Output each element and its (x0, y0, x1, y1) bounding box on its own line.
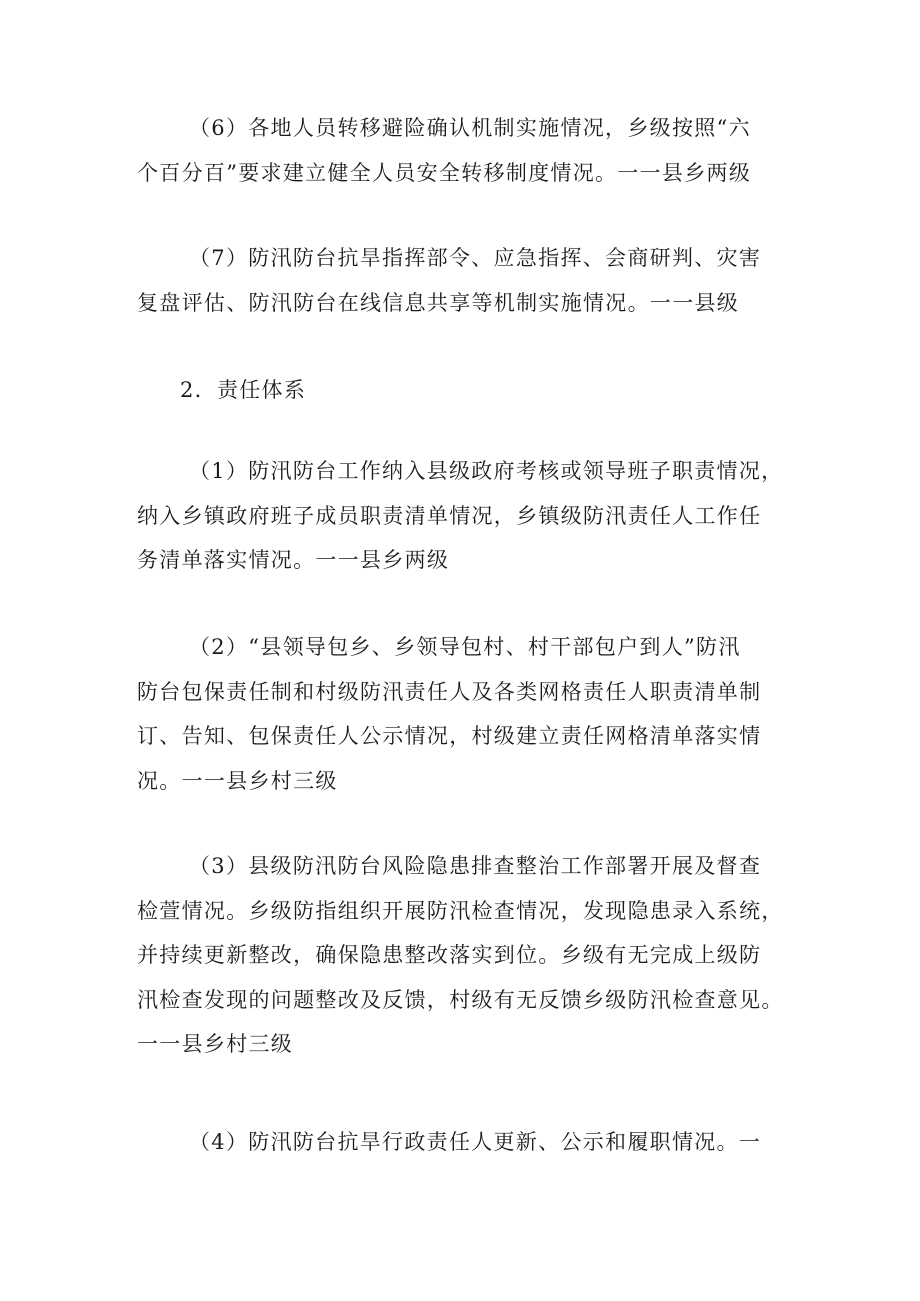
text-line: 汛检查发现的问题整改及反馈，村级有无反馈乡级防汛检查意见。 (137, 987, 784, 1012)
text-line: 防台包保责任制和村级防汛责任人及各类网格责任人职责清单制 (137, 679, 762, 704)
section-heading: 2．责任体系 (180, 378, 307, 402)
text-line: 检萱情况。乡级防指组织开展防汛检查情况，发现隐患录入系统， (137, 898, 784, 923)
paragraph-item-3 (137, 844, 793, 1067)
text-line: （2）“县领导包乡、乡领导包村、村干部包户到人”防汛 (189, 635, 741, 659)
text-line: 并持续更新整改，确保隐患整改落实到位。乡级有无完成上级防 (137, 943, 762, 967)
paragraph-item-6 (137, 106, 793, 195)
text-line: 一一县乡村三级 (137, 1032, 294, 1056)
paragraph-item-2 (137, 625, 793, 803)
paragraph-item-7 (137, 236, 793, 325)
text-line: 务清单落实情况。一一县乡两级 (137, 548, 450, 572)
text-line: 纳入乡镇政府班子成员职责清单情况，乡镇级防汛责任人工作任 (137, 503, 762, 528)
text-line: 复盘评估、防汛防台在线信息共享等机制实施情况。一一县级 (137, 290, 740, 315)
text-line: 个百分百”要求建立健全人员安全转移制度情况。一一县乡两级 (137, 160, 752, 185)
text-line: （6）各地人员转移避险确认机制实施情况，乡级按照“六 (189, 116, 751, 140)
text-line: （1）防汛防台工作纳入县级政府考核或领导班子职责情况， (189, 459, 784, 483)
text-line: （7）防汛防台抗旱指挥部令、应急指挥、会商研判、灾害 (189, 246, 762, 270)
text-line: 订、告知、包保责任人公示情况，村级建立责任网格清单落实情 (137, 724, 762, 748)
text-line: （4）防汛防台抗旱行政责任人更新、公示和履职情况。一 (189, 1130, 762, 1154)
text-line: （3）县级防汛防台风险隐患排查整治工作部署开展及督查 (189, 854, 762, 878)
paragraph-item-1 (137, 449, 793, 583)
paragraph-item-4 (137, 1120, 793, 1165)
text-line: 况。一一县乡村三级 (137, 768, 338, 793)
